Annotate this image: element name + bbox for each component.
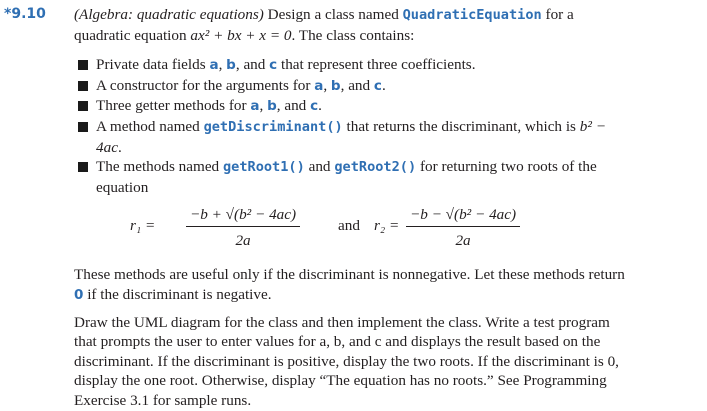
equation: ax² + bx + x = 0	[190, 26, 292, 44]
var-c: c	[310, 98, 319, 115]
requirements-list	[74, 55, 632, 197]
list-item: A method named getDiscriminant() that returns the discriminant, which is b² − 4ac.	[78, 117, 632, 157]
method-get-root2: getRoot2()	[334, 159, 417, 176]
roots-formula	[74, 205, 632, 265]
list-item: Three getter methods for a, b, and c.	[78, 96, 632, 117]
method-get-discriminant: getDiscriminant()	[203, 118, 343, 135]
var-b: b	[226, 57, 236, 74]
discriminant-expression: b² − 4ac	[96, 117, 606, 156]
zero-literal: 0	[74, 286, 84, 303]
intro-text: . The class contains:	[291, 26, 415, 44]
r2-label: r₂ =	[374, 217, 400, 235]
r2-fraction	[406, 205, 520, 250]
formula-connector: and	[338, 217, 360, 235]
paragraph-instructions: Draw the UML diagram for the class and then implement the class. Write a test program that prompts the user to enter values for a, b, and c and displays the result based on the discriminant. If the discriminant is positive, display the two roots. If the discriminant is 0, display the one root. Otherwise, display “The equation has no roots.” See Programming Exercise 3.1 for sample runs.	[74, 313, 619, 409]
var-b: b	[267, 98, 277, 115]
exercise-body	[74, 5, 632, 411]
r1-label: r₁ =	[130, 217, 156, 235]
exercise-topic: (Algebra: quadratic equations)	[74, 6, 264, 23]
r2-denominator: 2a	[455, 231, 471, 249]
var-a: a	[209, 57, 219, 74]
exercise-number: *9.10	[4, 6, 46, 22]
list-item: The methods named getRoot1() and getRoot2() for returning two roots of the equation	[78, 157, 632, 197]
r1-numerator: −b + √(b² − 4ac)	[186, 205, 300, 227]
intro-text: for a quadratic equation	[74, 6, 574, 44]
paragraph-nonnegative: These methods are useful only if the discriminant is nonnegative. Let these methods return 0 if the discriminant is negative.	[74, 266, 625, 303]
var-c: c	[269, 57, 278, 74]
method-get-root1: getRoot1()	[222, 159, 305, 176]
list-item: A constructor for the arguments for a, b, and c.	[78, 76, 632, 97]
var-b: b	[330, 77, 341, 94]
var-c: c	[373, 77, 382, 94]
r2-numerator: −b − √(b² − 4ac)	[406, 205, 520, 227]
exercise-intro	[74, 5, 632, 45]
var-a: a	[250, 98, 260, 115]
var-a: a	[314, 77, 324, 94]
list-item: Private data fields a, b, and c that represent three coefficients.	[78, 55, 632, 76]
r1-fraction	[186, 205, 300, 250]
intro-text: Design a class named	[263, 6, 403, 23]
class-name: QuadraticEquation	[402, 7, 542, 23]
r1-denominator: 2a	[235, 231, 251, 249]
